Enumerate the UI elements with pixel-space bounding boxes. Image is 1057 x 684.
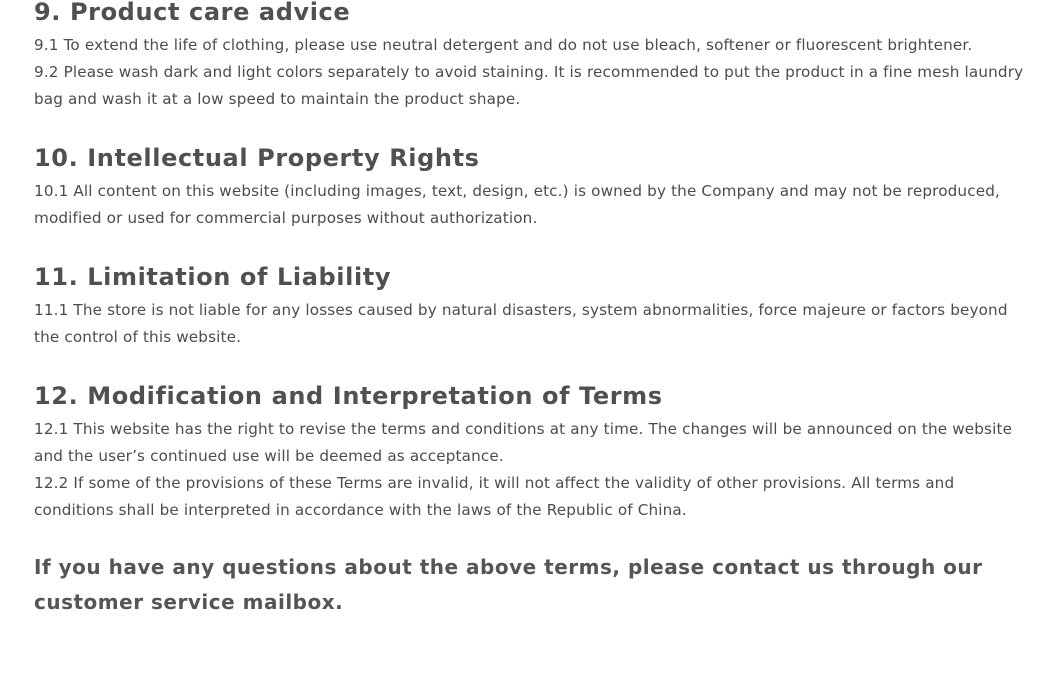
section-paragraph: 12.2 If some of the provisions of these Terms are invalid, it will not affect the validity of other provisions. All terms and conditions shall be interpreted in accordance with the laws of the Republic of China. bbox=[34, 474, 955, 519]
section-modification-of-terms bbox=[34, 378, 1034, 524]
section-spacer bbox=[34, 232, 1034, 259]
section-heading: 12. Modification and Interpretation of Terms bbox=[34, 382, 663, 410]
section-paragraph: 11.1 The store is not liable for any losses caused by natural disasters, system abnormalities, force majeure or factors beyond the control of this website. bbox=[34, 301, 1008, 346]
contact-closing-statement: If you have any questions about the above terms, please contact us through our customer service mailbox. bbox=[34, 555, 983, 614]
section-intellectual-property bbox=[34, 140, 1034, 232]
section-spacer bbox=[34, 351, 1034, 378]
section-paragraph: 9.1 To extend the life of clothing, please use neutral detergent and do not use bleach, softener or fluorescent brightener. bbox=[34, 36, 973, 54]
terms-content bbox=[34, 0, 1034, 620]
section-heading: 10. Intellectual Property Rights bbox=[34, 144, 480, 172]
section-paragraph: 9.2 Please wash dark and light colors separately to avoid staining. It is recommended to put the product in a fine mesh laundry bag and wash it at a low speed to maintain the product shape. bbox=[34, 63, 1024, 108]
section-product-care bbox=[34, 0, 1034, 113]
section-heading: 11. Limitation of Liability bbox=[34, 263, 392, 291]
section-heading: 9. Product care advice bbox=[34, 0, 351, 26]
section-limitation-of-liability bbox=[34, 259, 1034, 351]
section-paragraph: 10.1 All content on this website (including images, text, design, etc.) is owned by the Company and may not be reproduced, modified or used for commercial purposes without authorization. bbox=[34, 182, 1000, 227]
section-paragraph: 12.1 This website has the right to revise the terms and conditions at any time. The changes will be announced on the website and the user’s continued use will be deemed as acceptance. bbox=[34, 420, 1013, 465]
section-spacer bbox=[34, 113, 1034, 140]
